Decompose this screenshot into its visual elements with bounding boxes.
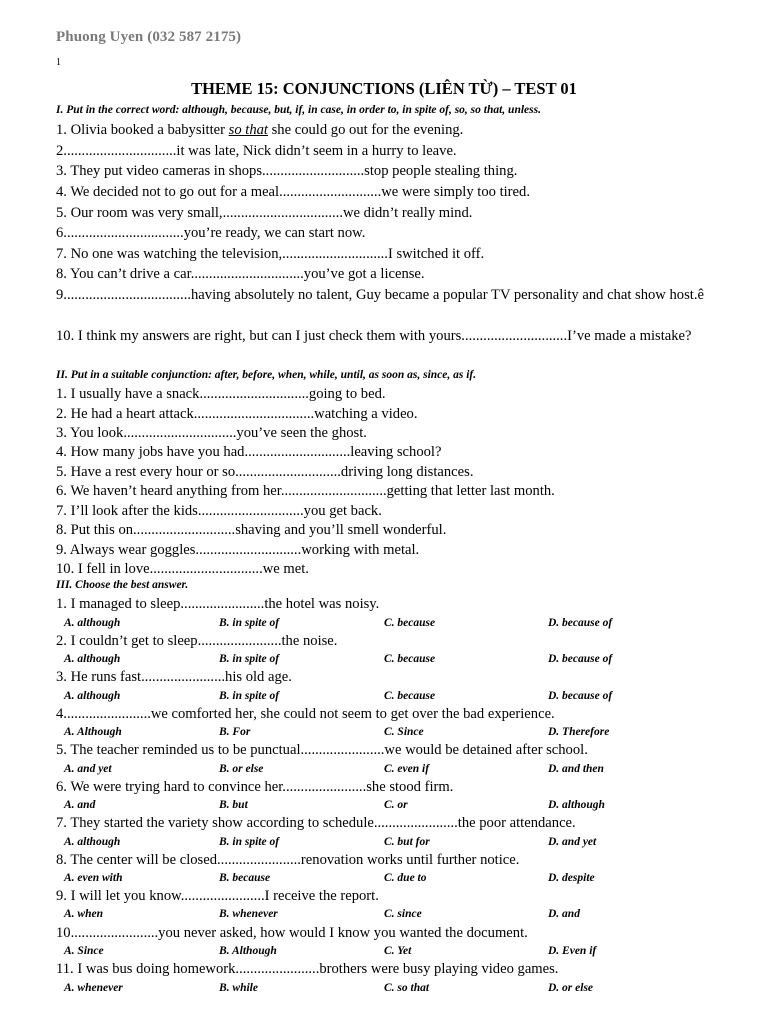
section-1-instruction: I. Put in the correct word: although, because, but, if, in case, in order to, in spite of, so, so that, unless. (56, 104, 541, 116)
option-c: C. because (384, 653, 436, 665)
section-1-question-4: 4. We decided not to go out for a meal............................we were simply too tired. (56, 184, 530, 200)
option-c: C. due to (384, 872, 427, 884)
section-1-question-5: 5. Our room was very small,.................................we didn’t really mind. (56, 205, 473, 221)
option-b: B. in spite of (219, 617, 280, 629)
section-2-instruction: II. Put in a suitable conjunction: after, before, when, while, until, as soon as, since, as if. (56, 369, 477, 381)
mcq-options (64, 653, 724, 667)
option-b: B. because (219, 872, 271, 884)
option-a: A. whenever (64, 982, 123, 994)
example-answer: so that (228, 122, 268, 138)
mcq-question: 11. I was bus doing homework.......................brothers were busy playing video games. (56, 961, 559, 977)
option-b: B. while (219, 982, 258, 994)
option-a: A. Since (64, 945, 104, 957)
section-2-question: 7. I’ll look after the kids.............................you get back. (56, 503, 382, 519)
mcq-options (64, 799, 724, 813)
option-d: D. Even if (548, 945, 597, 957)
option-a: A. although (64, 653, 121, 665)
option-c: C. because (384, 617, 436, 629)
section-1-question-8: 8. You can’t drive a car...............................you’ve got a license. (56, 266, 425, 282)
option-c: C. Yet (384, 945, 412, 957)
option-c: C. so that (384, 982, 430, 994)
section-2-question: 3. You look...............................you’ve seen the ghost. (56, 425, 367, 441)
option-d: D. despite (548, 872, 595, 884)
option-d: D. because of (548, 653, 613, 665)
option-b: B. but (219, 799, 248, 811)
mcq-options (64, 763, 724, 777)
section-1-question-1: 1. Olivia booked a babysitter so that she could go out for the evening. (56, 122, 464, 138)
option-d: D. because of (548, 690, 613, 702)
section-2-question: 4. How many jobs have you had.............................leaving school? (56, 444, 442, 460)
option-d: D. and yet (548, 836, 597, 848)
author-header: Phuong Uyen (032 587 2175) (56, 29, 242, 45)
option-d: D. and then (548, 763, 604, 775)
mcq-options (64, 690, 724, 704)
option-d: D. Therefore (548, 726, 610, 738)
mcq-options (64, 982, 724, 996)
mcq-options (64, 872, 724, 886)
option-d: D. and (548, 908, 580, 920)
option-a: A. although (64, 617, 121, 629)
mcq-options (64, 836, 724, 850)
option-a: A. Although (64, 726, 122, 738)
section-2-question: 9. Always wear goggles.............................working with metal. (56, 542, 420, 558)
section-2-question: 8. Put this on............................shaving and you’ll smell wonderful. (56, 522, 447, 538)
mcq-question: 8. The center will be closed.......................renovation works until further notice. (56, 852, 520, 868)
option-c: C. even if (384, 763, 430, 775)
option-a: A. and yet (64, 763, 112, 775)
mcq-question: 2. I couldn’t get to sleep.......................the noise. (56, 633, 338, 649)
page-title: THEME 15: CONJUNCTIONS (LIÊN TỪ) – TEST 01 (191, 79, 577, 98)
section-1-question-10: 10. I think my answers are right, but can I just check them with yours.............................I’ve made a mistake? (56, 328, 692, 344)
mcq-question: 9. I will let you know.......................I receive the report. (56, 888, 379, 904)
option-c: C. since (384, 908, 422, 920)
option-c: C. but for (384, 836, 430, 848)
section-2-question: 6. We haven’t heard anything from her.............................getting that letter last month. (56, 483, 555, 499)
option-a: A. when (64, 908, 103, 920)
section-1-question-7: 7. No one was watching the television,.............................I switched it off. (56, 246, 485, 262)
option-c: C. Since (384, 726, 424, 738)
mcq-question: 10........................you never asked, how would I know you wanted the document. (56, 925, 528, 941)
section-3-instruction: III. Choose the best answer. (56, 579, 189, 591)
option-a: A. although (64, 836, 121, 848)
mcq-question: 4........................we comforted her, she could not seem to get over the bad experience. (56, 706, 555, 722)
option-b: B. Although (219, 945, 277, 957)
option-b: B. in spite of (219, 690, 280, 702)
section-1-question-2: 2...............................it was late, Nick didn’t seem in a hurry to leave. (56, 143, 457, 159)
mcq-options (64, 726, 724, 740)
mcq-options (64, 945, 724, 959)
option-b: B. in spite of (219, 836, 280, 848)
mcq-question: 7. They started the variety show according to schedule.......................the poor attendance. (56, 815, 576, 831)
option-c: C. or (384, 799, 408, 811)
section-1-question-3: 3. They put video cameras in shops............................stop people stealing thing. (56, 163, 518, 179)
mcq-options (64, 908, 724, 922)
section-2-question: 1. I usually have a snack..............................going to bed. (56, 386, 386, 402)
section-2-question: 5. Have a rest every hour or so.............................driving long distances. (56, 464, 474, 480)
option-d: D. because of (548, 617, 613, 629)
section-2-question: 10. I fell in love...............................we met. (56, 561, 309, 577)
option-b: B. For (219, 726, 251, 738)
option-a: A. although (64, 690, 121, 702)
option-b: B. whenever (219, 908, 278, 920)
option-d: D. although (548, 799, 605, 811)
page-number: 1 (56, 57, 61, 68)
mcq-question: 3. He runs fast.......................his old age. (56, 669, 292, 685)
section-1-question-6: 6.................................you’re ready, we can start now. (56, 225, 366, 241)
section-1-question-9: 9...................................having absolutely no talent, Guy became a popular TV personality and chat show host.ê (56, 287, 704, 303)
option-b: B. or else (219, 763, 264, 775)
mcq-question: 1. I managed to sleep.......................the hotel was noisy. (56, 596, 380, 612)
option-a: A. and (64, 799, 96, 811)
option-b: B. in spite of (219, 653, 280, 665)
option-a: A. even with (64, 872, 123, 884)
mcq-question: 6. We were trying hard to convince her.......................she stood firm. (56, 779, 454, 795)
mcq-options (64, 617, 724, 631)
option-c: C. because (384, 690, 436, 702)
option-d: D. or else (548, 982, 594, 994)
section-2-question: 2. He had a heart attack.................................watching a video. (56, 406, 418, 422)
mcq-question: 5. The teacher reminded us to be punctual.......................we would be detained after school. (56, 742, 588, 758)
